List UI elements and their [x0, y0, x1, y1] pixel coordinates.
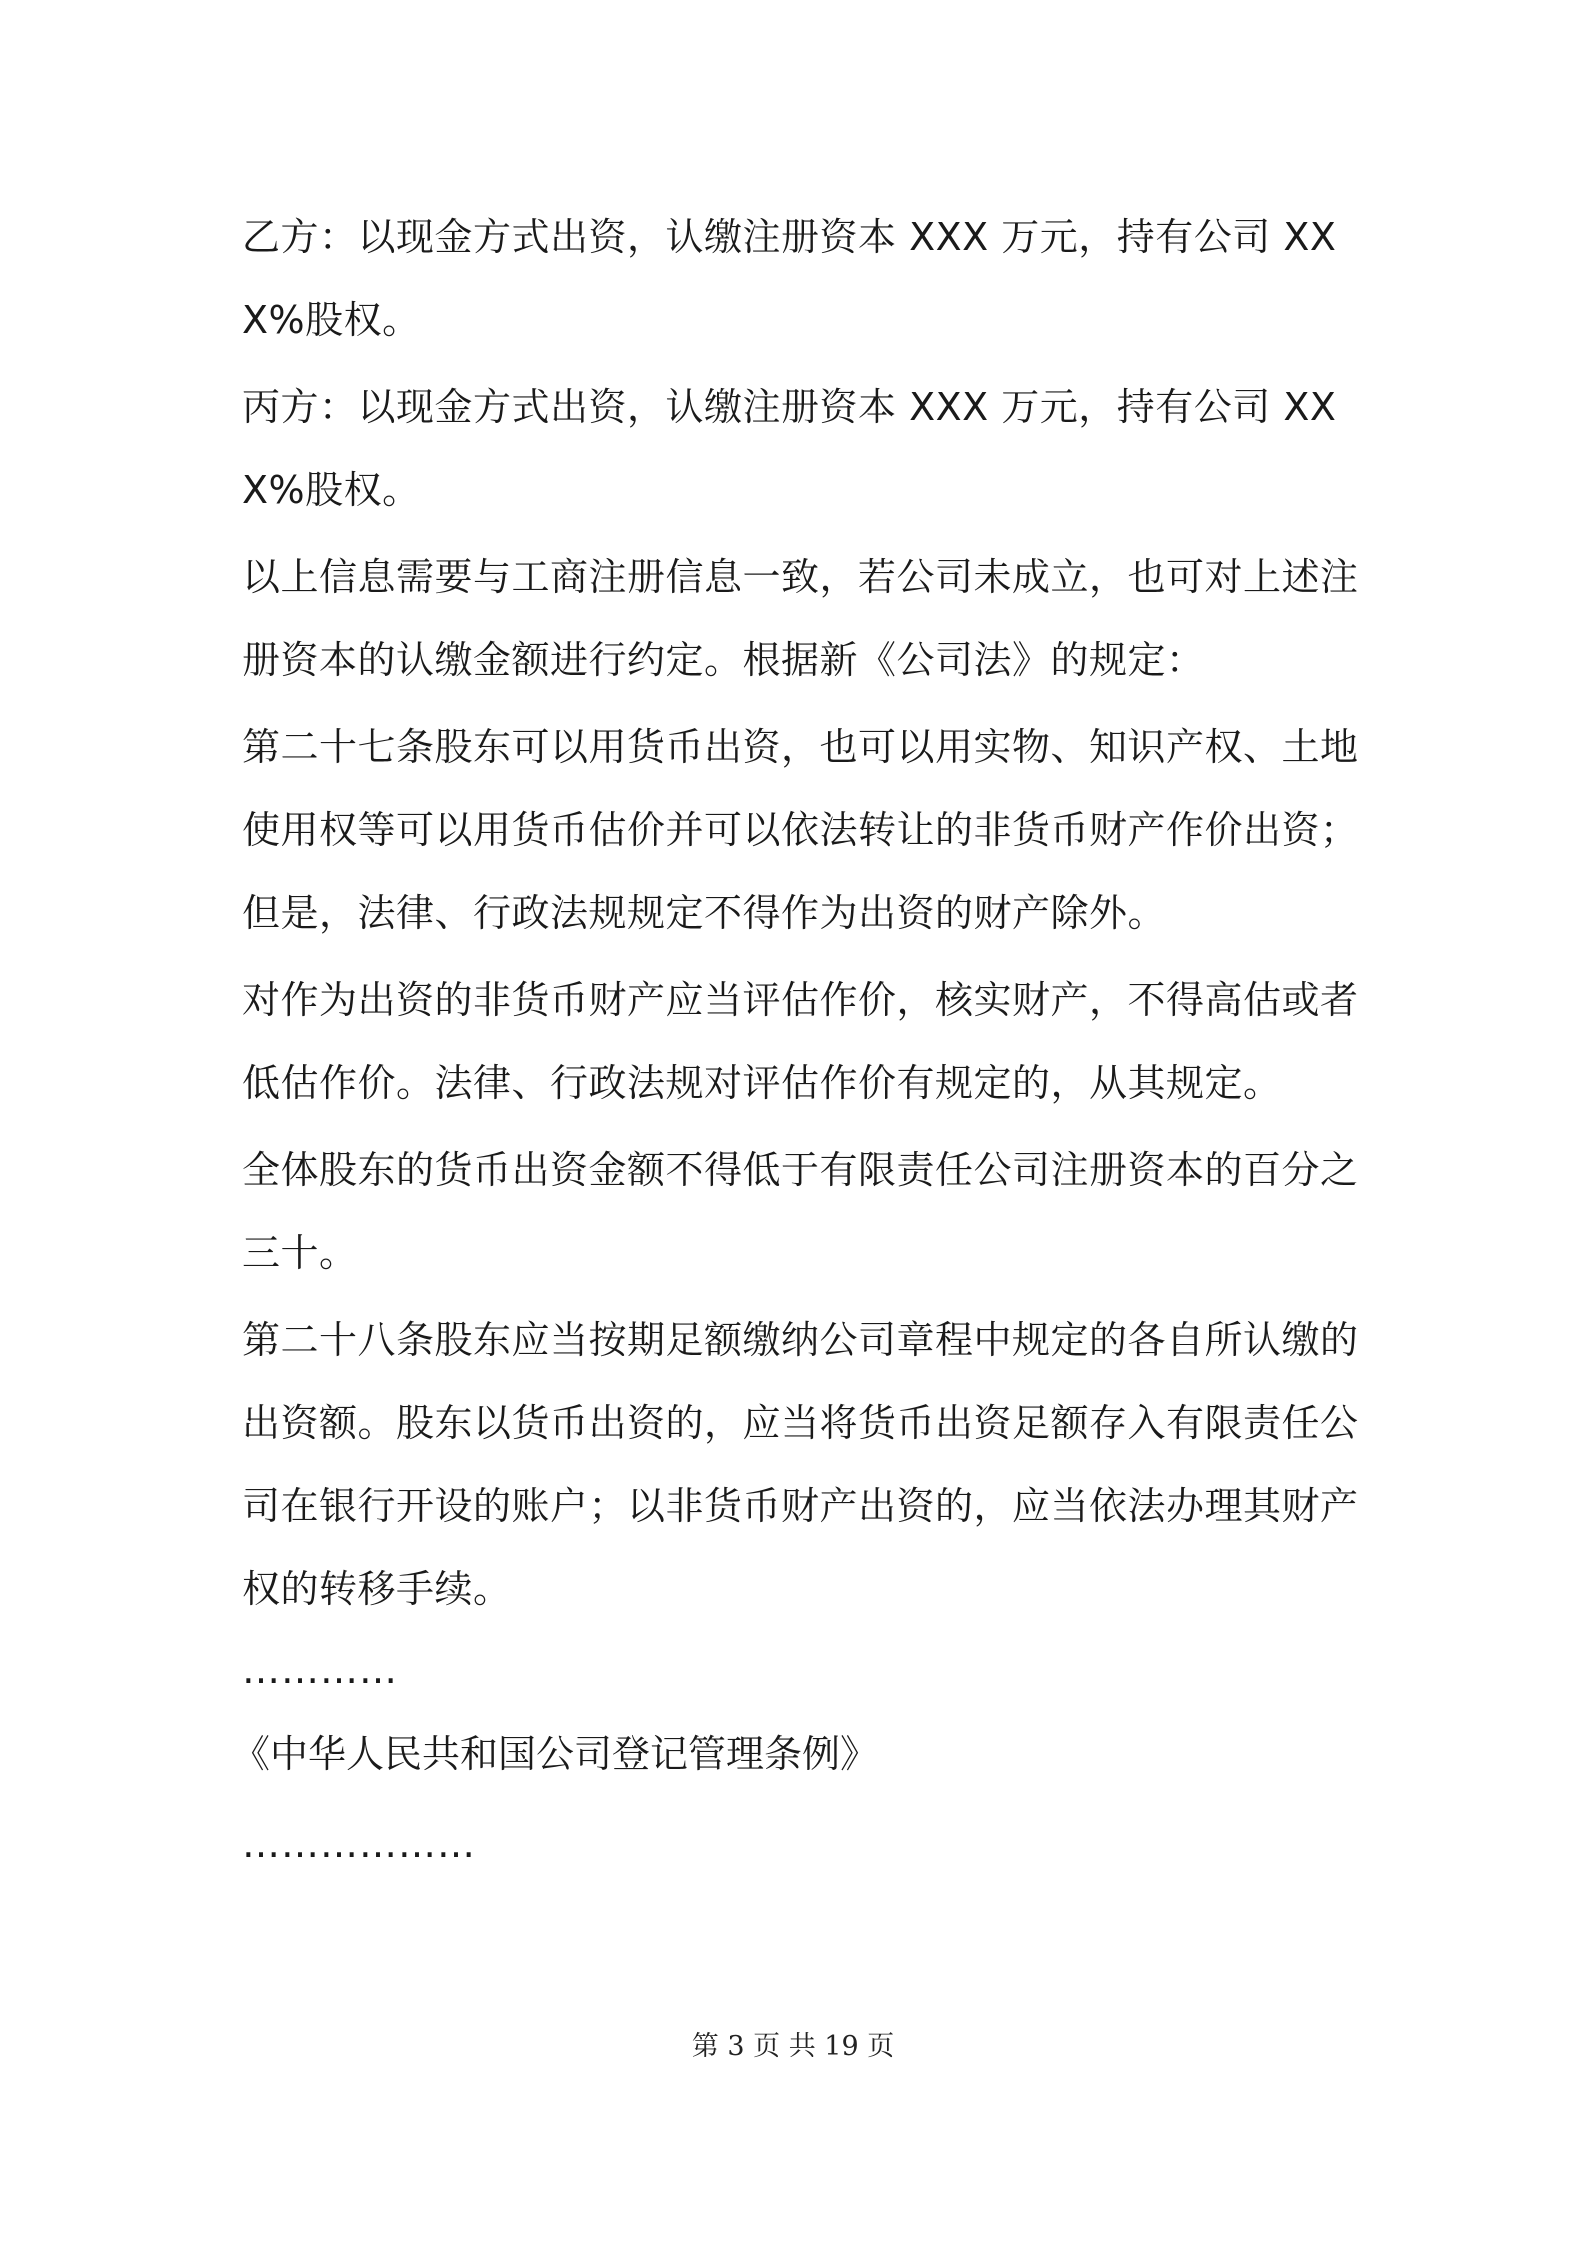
- paragraph-cash-minimum: 全体股东的货币出资金额不得低于有限责任公司注册资本的百分之三十。: [242, 1148, 1359, 1275]
- paragraph-article-27: 第二十七条股东可以用货币出资，也可以用实物、知识产权、土地使用权等可以用货币估价并可以依法转让的非货币财产作价出资；但是，法律、行政法规规定不得作为出资的财产除外。: [242, 725, 1359, 935]
- page-number-label: 第 3 页 共 19 页: [691, 2031, 895, 2062]
- paragraph-registration-note: 以上信息需要与工商注册信息一致，若公司未成立，也可对上述注册资本的认缴金额进行约定。根据新《公司法》的规定：: [242, 555, 1359, 682]
- page-footer: [0, 2030, 1586, 2064]
- document-body: [232, 196, 1362, 1879]
- ellipsis-first: …………: [242, 1648, 398, 1692]
- ellipsis-second: ………………: [242, 1822, 476, 1866]
- paragraph-party-c: 丙方：以现金方式出资，认缴注册资本 XXX 万元，持有公司 XXX%股权。: [242, 385, 1337, 512]
- paragraph-valuation: 对作为出资的非货币财产应当评估作价，核实财产，不得高估或者低估作价。法律、行政法规对评估作价有规定的，从其规定。: [242, 978, 1359, 1105]
- paragraph-party-b: 乙方：以现金方式出资，认缴注册资本 XXX 万元，持有公司 XXX%股权。: [242, 215, 1337, 342]
- paragraph-article-28: 第二十八条股东应当按期足额缴纳公司章程中规定的各自所认缴的出资额。股东以货币出资的，应当将货币出资足额存入有限责任公司在银行开设的账户；以非货币财产出资的，应当依法办理其财产权的转移手续。: [242, 1318, 1359, 1611]
- law-title: 《中华人民共和国公司登记管理条例》: [232, 1732, 879, 1776]
